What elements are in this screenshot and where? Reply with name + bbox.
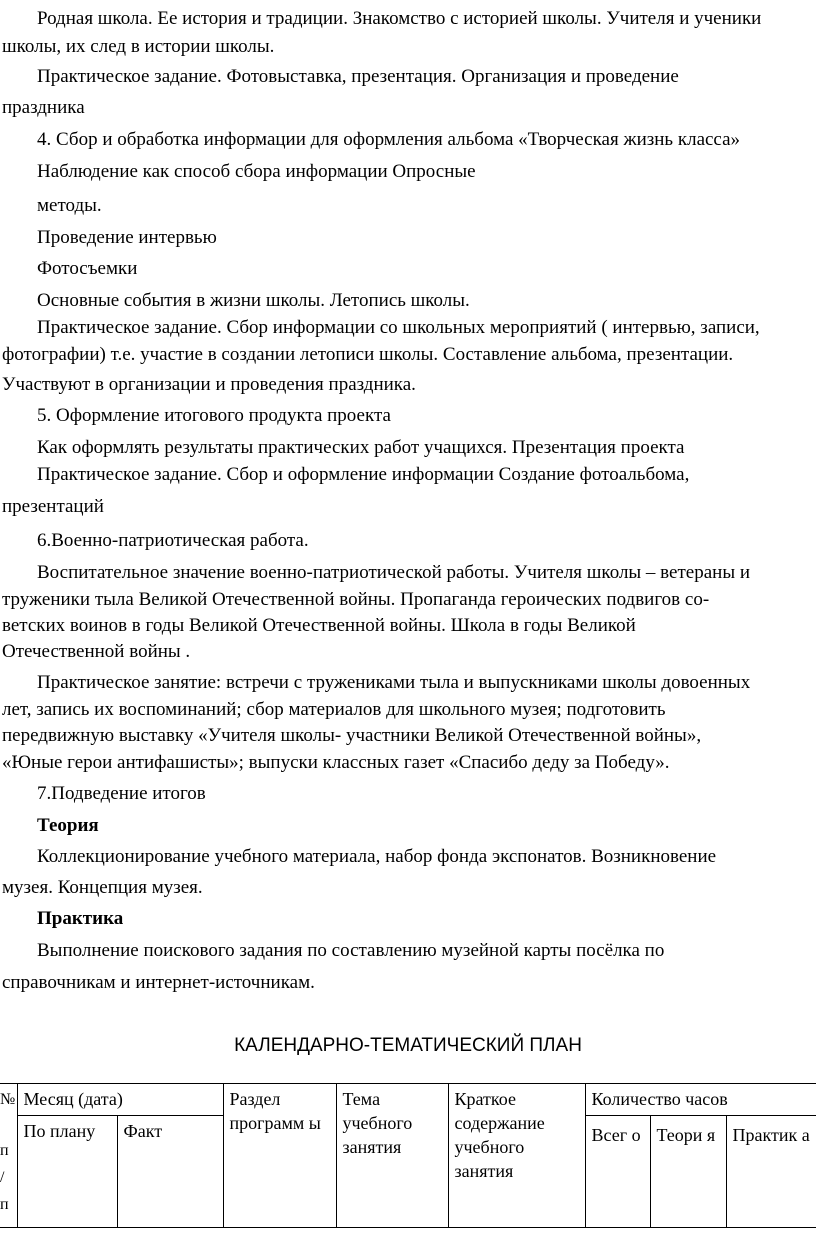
text-line: Участвуют в организации и проведения праздника. [2,374,416,395]
text-line: музея. Концепция музея. [2,877,203,898]
text-line: 4. Сбор и обработка информации для оформления альбома «Творческая жизнь класса» [37,129,741,150]
text-line: Воспитательное значение военно-патриотической работы. Учителя школы – ветераны и [37,562,751,583]
text-line: фотографии) т.е. участие в создании летописи школы. Составление альбома, презентации. [2,344,734,365]
number-part: п [0,1142,9,1159]
number-part: / [0,1169,5,1186]
topic-header: Тема учебного занятия [336,1084,448,1228]
text-line: праздника [2,97,85,118]
text-line: труженики тыла Великой Отечественной войны. Пропаганда героических подвигов со- [2,589,710,610]
text-line: 7.Подведение итогов [37,783,206,804]
text-line: Практическое задание. Сбор и оформление информации Создание фотоальбома, [37,464,690,485]
text-line: Практическое занятие: встречи с тружениками тыла и выпускниками школы довоенных [37,672,751,693]
text-line: Проведение интервью [37,227,217,248]
plan-title: КАЛЕНДАРНО-ТЕМАТИЧЕСКИЙ ПЛАН [234,1035,582,1056]
text-line: Коллекционирование учебного материала, набор фонда экспонатов. Возникновение [37,846,717,867]
practice-hours-header: Практик а [726,1116,816,1228]
number-part: п [0,1196,9,1213]
text-line: ветских воинов в годы Великой Отечественной войны. Школа в годы Великой [2,615,636,636]
fact-header: Факт [117,1116,223,1228]
text-line: Основные события в жизни школы. Летопись школы. [37,290,470,311]
section-header: Раздел программ ы [223,1084,336,1228]
text-line: Выполнение поискового задания по составлению музейной карты посёлка по [37,940,665,961]
text-line: методы. [37,195,102,216]
text-line: 5. Оформление итогового продукта проекта [37,405,391,426]
text-line: лет, запись их воспоминаний; сбор материалов для школьного музея; подготовить [2,699,666,720]
total-hours-header: Всег о [585,1116,650,1228]
text-line: Наблюдение как способ сбора информации Опросные [37,161,476,182]
text-line: Отечественной войны . [2,641,191,662]
heading-practice: Практика [37,908,124,929]
calendar-plan-table [0,1083,816,1228]
text-line: презентаций [2,496,104,517]
summary-header: Краткое содержание учебного занятия [448,1084,585,1228]
text-line: школы, их след в истории школы. [2,36,275,57]
theory-hours-header: Теори я [650,1116,726,1228]
text-line: Практическое задание. Фотовыставка, презентация. Организация и проведение [37,66,679,87]
hours-header: Количество часов [585,1084,816,1116]
month-header: Месяц (дата) [17,1084,223,1116]
text-line: Родная школа. Ее история и традиции. Знакомство с историей школы. Учителя и ученики [37,8,762,29]
text-line: Практическое задание. Сбор информации со школьных мероприятий ( интервью, записи, [37,317,760,338]
text-line: 6.Военно-патриотическая работа. [37,530,309,551]
text-line: Фотосъемки [37,258,138,279]
text-line: справочникам и интернет-источникам. [2,972,315,993]
text-line: Как оформлять результаты практических работ учащихся. Презентация проекта [37,437,685,458]
number-header [0,1084,17,1228]
text-line: передвижную выставку «Учителя школы- участники Великой Отечественной войны», [2,725,702,746]
by-plan-header: По плану [17,1116,117,1228]
heading-theory: Теория [37,815,99,836]
number-symbol: № [0,1091,16,1108]
text-line: «Юные герои антифашисты»; выпуски классных газет «Спасибо деду за Победу». [2,752,670,773]
